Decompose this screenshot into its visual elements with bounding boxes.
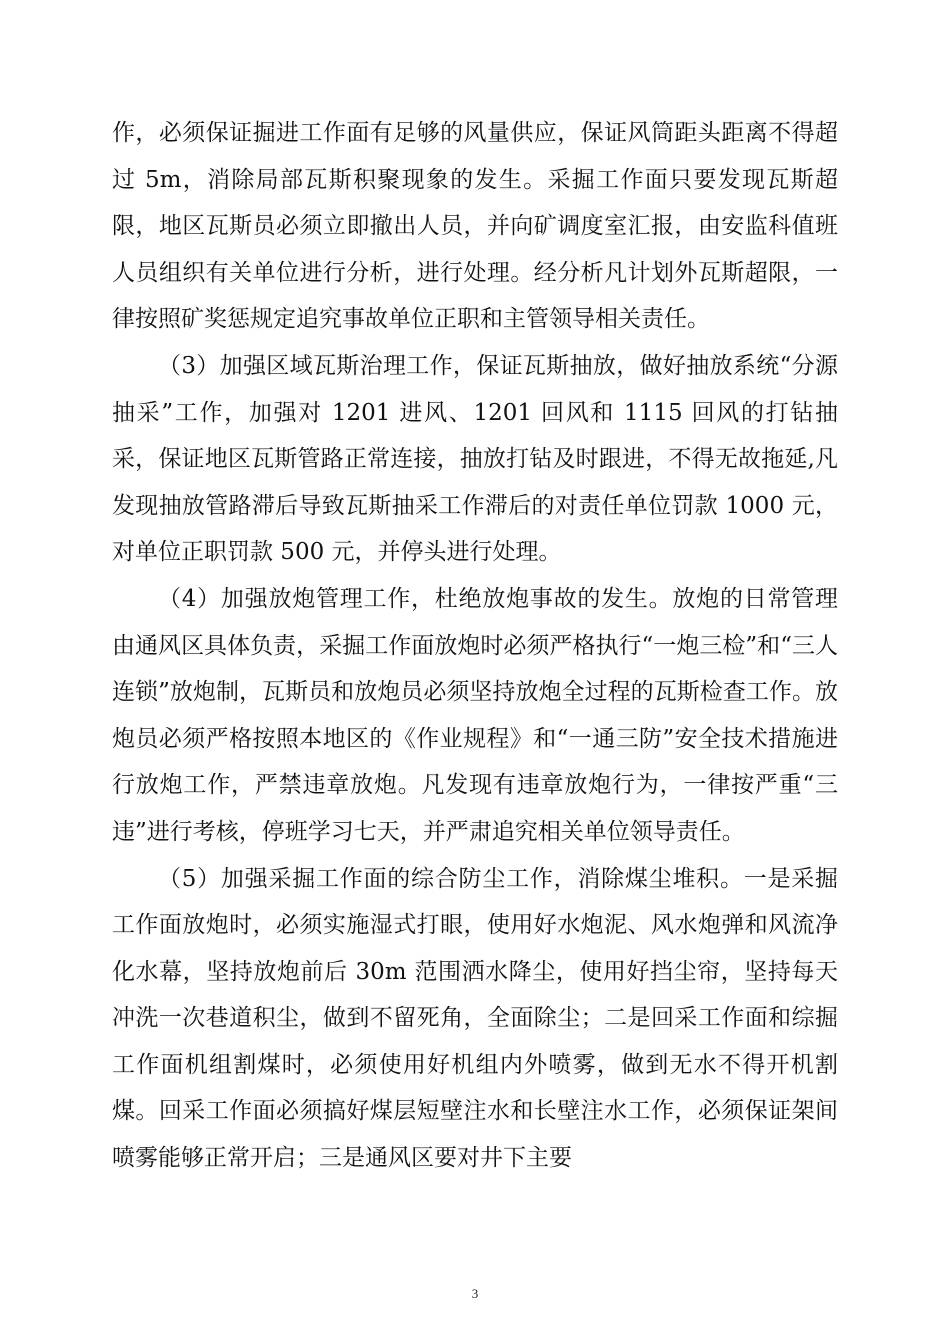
- paragraph-blasting-management: （4）加强放炮管理工作，杜绝放炮事故的发生。放炮的日常管理由通风区具体负责，采掘工作面放炮时必须严格执行“一炮三检”和“三人连锁”放炮制，瓦斯员和放炮员必须坚持放炮全过程的瓦斯检查工作。放炮员必须严格按照本地区的《作业规程》和“一通三防”安全技术措施进行放炮工作，严禁违章放炮。凡发现有违章放炮行为，一律按严重“三违”进行考核，停班学习七天，并严肃追究相关单位领导责任。: [112, 585, 838, 845]
- paragraph-gas-control: （3）加强区域瓦斯治理工作，保证瓦斯抽放，做好抽放系统“分源抽采”工作，加强对 1201 进风、1201 回风和 1115 回风的打钻抽采，保证地区瓦斯管路正常连接，抽放打钻及时跟进，不得无故拖延,凡发现抽放管路滞后导致瓦斯抽采工作滞后的对责任单位罚款 1000 元，对单位正职罚款 500 元，并停头进行处理。: [112, 352, 838, 566]
- paragraph-continued: 作，必须保证掘进工作面有足够的风量供应，保证风筒距头距离不得超过 5m，消除局部瓦斯积聚现象的发生。采掘工作面只要发现瓦斯超限，地区瓦斯员必须立即撤出人员，并向矿调度室汇报，由安监科值班人员组织有关单位进行分析，进行处理。经分析凡计划外瓦斯超限，一律按照矿奖惩规定追究事故单位正职和主管领导相关责任。: [112, 120, 838, 333]
- page-number: 3: [471, 1286, 479, 1301]
- body-text: [112, 110, 838, 1182]
- paragraph-dust-prevention: （5）加强采掘工作面的综合防尘工作，消除煤尘堆积。一是采掘工作面放炮时，必须实施湿式打眼，使用好水炮泥、风水炮弹和风流净化水幕，坚持放炮前后 30m 范围洒水降尘，使用好挡尘帘，坚持每天冲洗一次巷道积尘，做到不留死角，全面除尘；二是回采工作面和综掘工作面机组割煤时，必须使用好机组内外喷雾，做到无水不得开机割煤。回采工作面必须搞好煤层短壁注水和长壁注水工作，必须保证架间喷雾能够正常开启；三是通风区要对井下主要: [112, 865, 838, 1172]
